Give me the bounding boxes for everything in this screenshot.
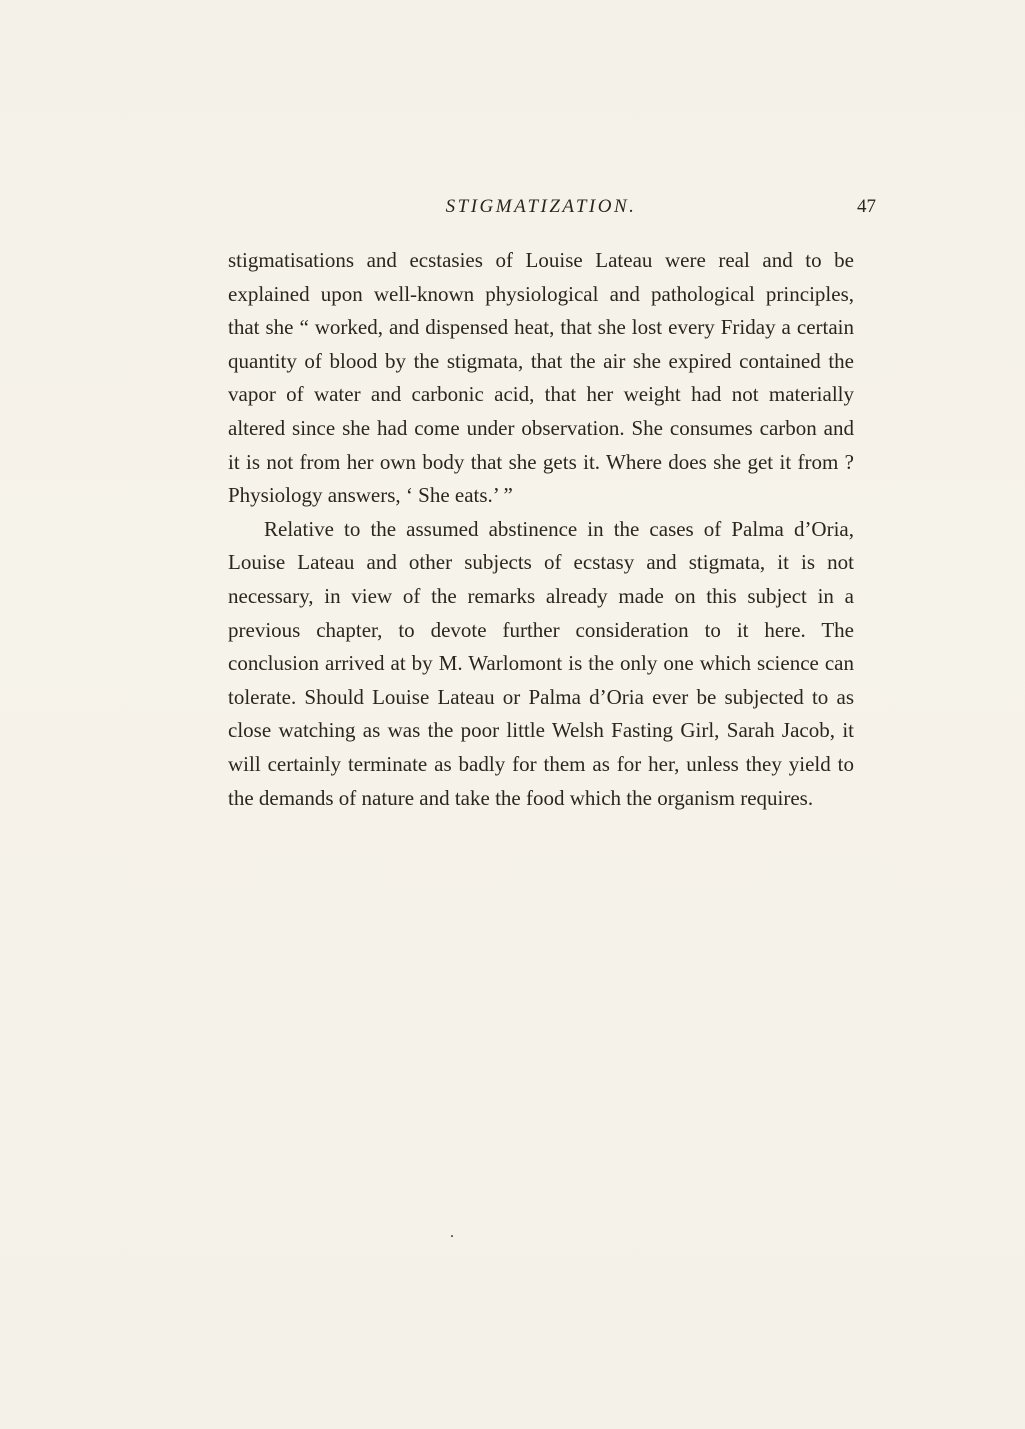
stray-ink-mark: . [450, 1224, 454, 1241]
page-number: 47 [857, 196, 876, 217]
body-text [228, 244, 854, 815]
text-block [228, 196, 876, 815]
paragraph-2: Relative to the assumed abstinence in the cases of Palma d’Oria, Louise Lateau and other subjects of ecstasy and stigmata, it is not necessary, in view of the remarks already made on this subject in a previous chapter, to devote further consideration to it here. The conclusion arrived at by M. Warlomont is the only one which science can tolerate. Should Louise Lateau or Palma d’Oria ever be subjected to as close watching as was the poor little Welsh Fasting Girl, Sarah Jacob, it will certainly terminate as badly for them as for her, unless they yield to the demands of nature and take the food which the organism requires. [228, 516, 854, 810]
page-header [228, 196, 876, 226]
running-title: STIGMATIZATION. [445, 196, 637, 217]
paragraph-1: stigmatisations and ecstasies of Louise Lateau were real and to be explained upon well-known physiological and pathological principles, that she “ worked, and dispensed heat, that she lost every Friday a certain quantity of blood by the stigmata, that the air she expired contained the vapor of water and carbonic acid, that her weight had not materially altered since she had come under observation. She consumes carbon and it is not from her own body that she gets it. Where does she get it from ? Physiology answers, ‘ She eats.’ ” [228, 248, 854, 508]
